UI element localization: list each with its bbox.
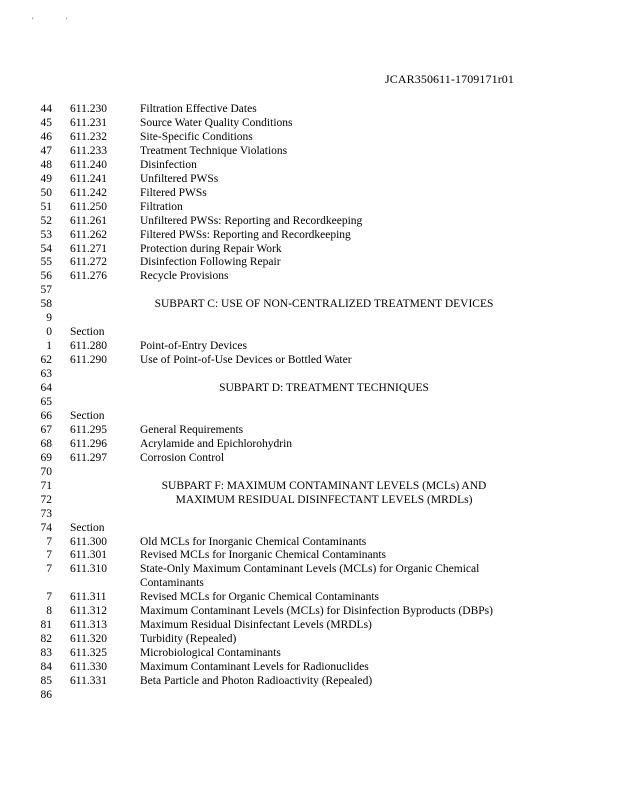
line-number: 86	[40, 688, 52, 701]
section-title: Microbiological Contaminants	[140, 647, 281, 659]
line-number: 8	[46, 605, 52, 618]
section-number: 611.320	[70, 633, 107, 646]
section-title: Filtration Effective Dates	[140, 103, 257, 115]
line-number: 68	[40, 437, 52, 450]
section-number: 611.311	[70, 591, 107, 604]
section-title: Recycle Provisions	[140, 270, 229, 283]
line-number: 45	[40, 117, 52, 129]
line-number: 53	[40, 228, 52, 241]
line-number: 71	[40, 479, 52, 492]
line-number: 9	[46, 312, 52, 325]
line-number: 67	[40, 423, 52, 436]
line-number: 83	[40, 647, 52, 659]
section-title: Turbidity (Repealed)	[140, 633, 237, 646]
table-row	[0, 465, 618, 479]
section-title: General Requirements	[140, 423, 244, 436]
section-title: Revised MCLs for Organic Chemical Contaminants	[140, 591, 380, 604]
table-row	[0, 590, 618, 604]
section-title: Corrosion Control	[140, 451, 225, 464]
line-number: 81	[40, 619, 52, 632]
table-row	[0, 255, 618, 269]
document-id: JCAR350611-1709171r01	[385, 72, 514, 86]
table-row	[0, 688, 618, 702]
line-number: 85	[40, 674, 52, 687]
section-number: 611.231	[70, 117, 107, 129]
line-number: 52	[40, 214, 52, 227]
line-number: 7	[46, 591, 52, 604]
table-row	[0, 423, 618, 437]
section-number: 611.290	[70, 354, 107, 367]
line-number: 7	[46, 535, 52, 548]
table-row	[0, 521, 618, 535]
line-number: 66	[40, 409, 52, 422]
line-number: 46	[40, 130, 52, 143]
section-title: Filtered PWSs: Reporting and Recordkeeping	[140, 228, 351, 241]
line-number: 56	[40, 270, 52, 283]
section-number: 611.295	[70, 423, 107, 436]
table-row	[0, 367, 618, 381]
table-row	[0, 353, 618, 367]
heading-row	[0, 297, 618, 311]
table-row	[0, 242, 618, 256]
table-row	[0, 144, 618, 158]
table-row	[0, 535, 618, 549]
table-row	[0, 562, 618, 576]
section-title: Maximum Contaminant Levels for Radionuclides	[140, 661, 369, 673]
table-row	[0, 604, 618, 618]
corner-mark: '	[32, 16, 34, 25]
line-number: 57	[40, 284, 52, 297]
section-title: Treatment Technique Violations	[140, 144, 288, 157]
section-number: Section	[70, 409, 105, 422]
section-number: 611.250	[70, 200, 107, 213]
line-number: 0	[46, 326, 52, 339]
table-row	[0, 339, 618, 353]
line-number: 47	[40, 144, 52, 157]
subpart-heading: SUBPART C: USE OF NON-CENTRALIZED TREATMENT DEVICES	[154, 298, 494, 311]
line-number: 70	[40, 465, 52, 478]
section-number: 611.240	[70, 158, 107, 171]
section-number: 611.242	[70, 186, 107, 199]
section-title: Site-Specific Conditions	[140, 130, 253, 143]
line-number: 55	[40, 256, 52, 269]
table-row	[0, 646, 618, 660]
section-number: Section	[70, 326, 105, 339]
line-number: 72	[40, 493, 52, 506]
subpart-heading: MAXIMUM RESIDUAL DISINFECTANT LEVELS (MRDLs)	[175, 493, 473, 506]
section-number: 611.301	[70, 549, 107, 562]
section-title: Disinfection Following Repair	[140, 256, 281, 269]
subpart-heading: SUBPART D: TREATMENT TECHNIQUES	[219, 382, 429, 394]
subpart-heading: SUBPART F: MAXIMUM CONTAMINANT LEVELS (MCLs) AND	[161, 479, 487, 492]
section-number: 611.297	[70, 451, 107, 464]
table-row	[0, 395, 618, 409]
section-title: Maximum Contaminant Levels (MCLs) for Disinfection Byproducts (DBPs)	[140, 605, 493, 618]
table-row	[0, 214, 618, 228]
line-number: 7	[46, 563, 52, 576]
section-number: 611.261	[70, 214, 107, 227]
table-row	[0, 172, 618, 186]
section-number: Section	[70, 521, 105, 534]
line-number: 82	[40, 633, 52, 646]
heading-row	[0, 479, 618, 493]
section-number: 611.232	[70, 130, 107, 143]
section-number: 611.272	[70, 256, 107, 269]
heading-row	[0, 381, 618, 395]
table-row	[0, 283, 618, 297]
section-number: 611.233	[70, 144, 107, 157]
section-number: 611.330	[70, 661, 107, 673]
section-number: 611.271	[70, 242, 107, 255]
table-row	[0, 325, 618, 339]
line-number: 51	[40, 200, 52, 213]
section-title: State-Only Maximum Contaminant Levels (MCLs) for Organic Chemical	[140, 563, 480, 576]
section-number: 611.300	[70, 535, 107, 548]
section-number: 611.276	[70, 270, 107, 283]
section-title: Maximum Residual Disinfectant Levels (MRDLs)	[140, 619, 372, 632]
line-number: 74	[40, 521, 52, 534]
line-number: 7	[46, 549, 52, 562]
section-title: Acrylamide and Epichlorohydrin	[140, 437, 293, 450]
table-row	[0, 200, 618, 214]
table-row	[0, 451, 618, 465]
table-row	[0, 130, 618, 144]
table-row	[0, 548, 618, 562]
line-number: 65	[40, 395, 52, 408]
table-row	[0, 158, 618, 172]
line-number: 48	[40, 158, 52, 171]
section-number: 611.262	[70, 228, 107, 241]
table-row	[0, 632, 618, 646]
section-number: 611.241	[70, 172, 107, 185]
table-row	[0, 269, 618, 283]
section-title: Revised MCLs for Inorganic Chemical Contaminants	[140, 549, 387, 562]
section-title: Point-of-Entry Devices	[140, 340, 247, 353]
table-row	[0, 409, 618, 423]
section-title: Protection during Repair Work	[140, 242, 282, 255]
table-row	[0, 674, 618, 688]
line-number: 58	[40, 298, 52, 311]
section-title: Old MCLs for Inorganic Chemical Contaminants	[140, 535, 367, 548]
line-number: 63	[40, 368, 52, 381]
table-row	[0, 618, 618, 632]
table-row	[0, 102, 618, 116]
section-number: 611.280	[70, 340, 107, 353]
section-number: 611.310	[70, 563, 107, 576]
section-title: Use of Point-of-Use Devices or Bottled Water	[140, 354, 352, 367]
table-row	[0, 186, 618, 200]
section-title: Unfiltered PWSs	[140, 172, 219, 185]
corner-mark: '	[66, 16, 68, 25]
section-title: Source Water Quality Conditions	[140, 117, 293, 129]
line-number: 62	[40, 354, 52, 367]
section-title: Disinfection	[140, 158, 197, 171]
line-number: 1	[46, 340, 52, 353]
table-row	[0, 437, 618, 451]
line-number: 84	[40, 661, 52, 673]
table-row	[0, 311, 618, 325]
table-row	[0, 116, 618, 130]
section-number: 611.313	[70, 619, 107, 632]
section-number: 611.230	[70, 103, 107, 115]
table-row	[0, 507, 618, 521]
section-number: 611.312	[70, 605, 107, 618]
line-number: 49	[40, 172, 52, 185]
table-row	[0, 576, 618, 590]
section-number: 611.331	[70, 674, 107, 687]
section-title: Unfiltered PWSs: Reporting and Recordkeeping	[140, 214, 363, 227]
section-title: Filtered PWSs	[140, 186, 207, 199]
line-number: 54	[40, 242, 52, 255]
line-number: 73	[40, 507, 52, 520]
line-number: 69	[40, 451, 52, 464]
section-title: Beta Particle and Photon Radioactivity (Repealed)	[140, 674, 373, 687]
section-number: 611.296	[70, 437, 107, 450]
table-row	[0, 660, 618, 674]
section-title: Filtration	[140, 200, 183, 213]
table-row	[0, 228, 618, 242]
heading-row	[0, 493, 618, 507]
line-number: 44	[40, 103, 52, 115]
section-number: 611.325	[70, 647, 107, 659]
line-number: 50	[40, 186, 52, 199]
section-title: Contaminants	[140, 577, 204, 590]
line-number: 64	[40, 382, 52, 394]
